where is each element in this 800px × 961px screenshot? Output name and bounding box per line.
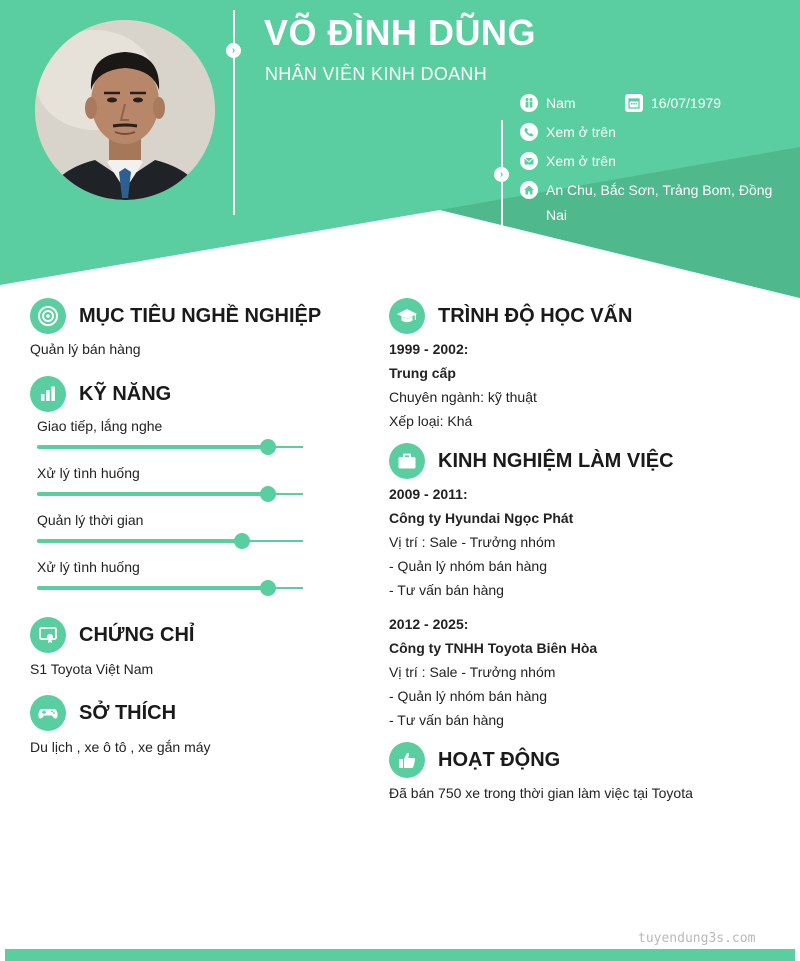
graduation-cap-icon	[389, 298, 425, 334]
profile-photo	[35, 20, 215, 200]
gamepad-icon	[30, 695, 66, 731]
thumbs-up-icon	[389, 742, 425, 778]
chevron-right-icon: ›	[494, 167, 509, 182]
hobbies-header	[30, 695, 176, 731]
address-line-2: Nai	[546, 207, 568, 223]
career-goal-header	[30, 298, 321, 334]
skill-bar	[37, 587, 303, 589]
education-rank: Xếp loại: Khá	[389, 413, 473, 429]
education-title: TRÌNH ĐỘ HỌC VẤN	[438, 304, 633, 327]
job-company: Công ty TNHH Toyota Biên Hòa	[389, 640, 598, 656]
activities-header	[389, 742, 560, 778]
email-value: Xem ở trên	[546, 153, 616, 169]
skill-bar-fill	[37, 586, 268, 590]
job-duty: - Tư vấn bán hàng	[389, 582, 504, 598]
activities-title: HOẠT ĐỘNG	[438, 748, 561, 771]
education-major: Chuyên ngành: kỹ thuật	[389, 389, 537, 405]
skill-bar	[37, 493, 303, 495]
skill-bar	[37, 540, 303, 542]
job-position: Vị trí : Sale - Trưởng nhóm	[389, 664, 556, 680]
education-header	[389, 298, 632, 334]
email-info	[520, 149, 616, 174]
address-line-1: An Chu, Bắc Sơn, Trảng Bom, Đồng	[546, 182, 773, 198]
phone-icon	[520, 123, 538, 141]
skill-bar	[37, 446, 303, 448]
footer-bar	[5, 949, 795, 961]
header-divider	[233, 10, 235, 215]
skill-level-knob	[234, 533, 250, 549]
birthdate-info	[625, 91, 721, 116]
experience-header	[389, 443, 674, 479]
activities-text: Đã bán 750 xe trong thời gian làm việc tại Toyota	[389, 785, 693, 801]
certificate-icon	[30, 617, 66, 653]
job-company: Công ty Hyundai Ngọc Phát	[389, 510, 574, 526]
hobbies-title: SỞ THÍCH	[79, 701, 177, 724]
skill-level-knob	[260, 486, 276, 502]
address-value	[546, 178, 772, 228]
education-period: 1999 - 2002:	[389, 341, 469, 357]
skill-bar-fill	[37, 539, 242, 543]
watermark: tuyendung3s.com	[638, 931, 756, 946]
hobbies-text: Du lịch , xe ô tô , xe gắn máy	[30, 739, 211, 755]
email-icon	[520, 152, 538, 170]
job-period: 2009 - 2011:	[389, 486, 468, 502]
briefcase-icon	[389, 443, 425, 479]
skills-title: KỸ NĂNG	[79, 382, 172, 405]
experience-title: KINH NGHIỆM LÀM VIỆC	[438, 449, 674, 472]
gender-info	[520, 91, 576, 116]
certificates-text: S1 Toyota Việt Nam	[30, 661, 154, 677]
skills-header	[30, 376, 171, 412]
skill-label: Giao tiếp, lắng nghe	[37, 418, 163, 434]
phone-value: Xem ở trên	[546, 124, 616, 140]
skill-bar-fill	[37, 445, 268, 449]
job-duty: - Tư vấn bán hàng	[389, 712, 504, 728]
bar-chart-icon	[30, 376, 66, 412]
skill-label: Xử lý tình huống	[37, 559, 140, 575]
job-title: NHÂN VIÊN KINH DOANH	[265, 64, 488, 84]
skill-bar-fill	[37, 492, 268, 496]
candidate-name: VÕ ĐÌNH DŨNG	[264, 12, 537, 53]
job-period: 2012 - 2025:	[389, 616, 469, 632]
calendar-icon	[625, 94, 643, 112]
birthdate-value: 16/07/1979	[651, 95, 722, 111]
chevron-right-icon: ›	[226, 43, 241, 58]
phone-info	[520, 120, 616, 145]
education-degree: Trung cấp	[389, 365, 456, 381]
career-goal-text: Quản lý bán hàng	[30, 341, 141, 357]
skill-label: Xử lý tình huống	[37, 465, 140, 481]
career-goal-title: MỤC TIÊU NGHỀ NGHIỆP	[79, 304, 322, 327]
skill-level-knob	[260, 439, 276, 455]
target-icon	[30, 298, 66, 334]
gender-icon	[520, 94, 538, 112]
job-position: Vị trí : Sale - Trưởng nhóm	[389, 534, 556, 550]
home-icon	[520, 181, 538, 199]
skill-level-knob	[260, 580, 276, 596]
certificates-title: CHỨNG CHỈ	[79, 623, 195, 646]
address-info	[520, 178, 780, 228]
certificates-header	[30, 617, 194, 653]
job-duty: - Quản lý nhóm bán hàng	[389, 688, 547, 704]
skill-label: Quản lý thời gian	[37, 512, 144, 528]
job-duty: - Quản lý nhóm bán hàng	[389, 558, 547, 574]
gender-value: Nam	[546, 95, 576, 111]
